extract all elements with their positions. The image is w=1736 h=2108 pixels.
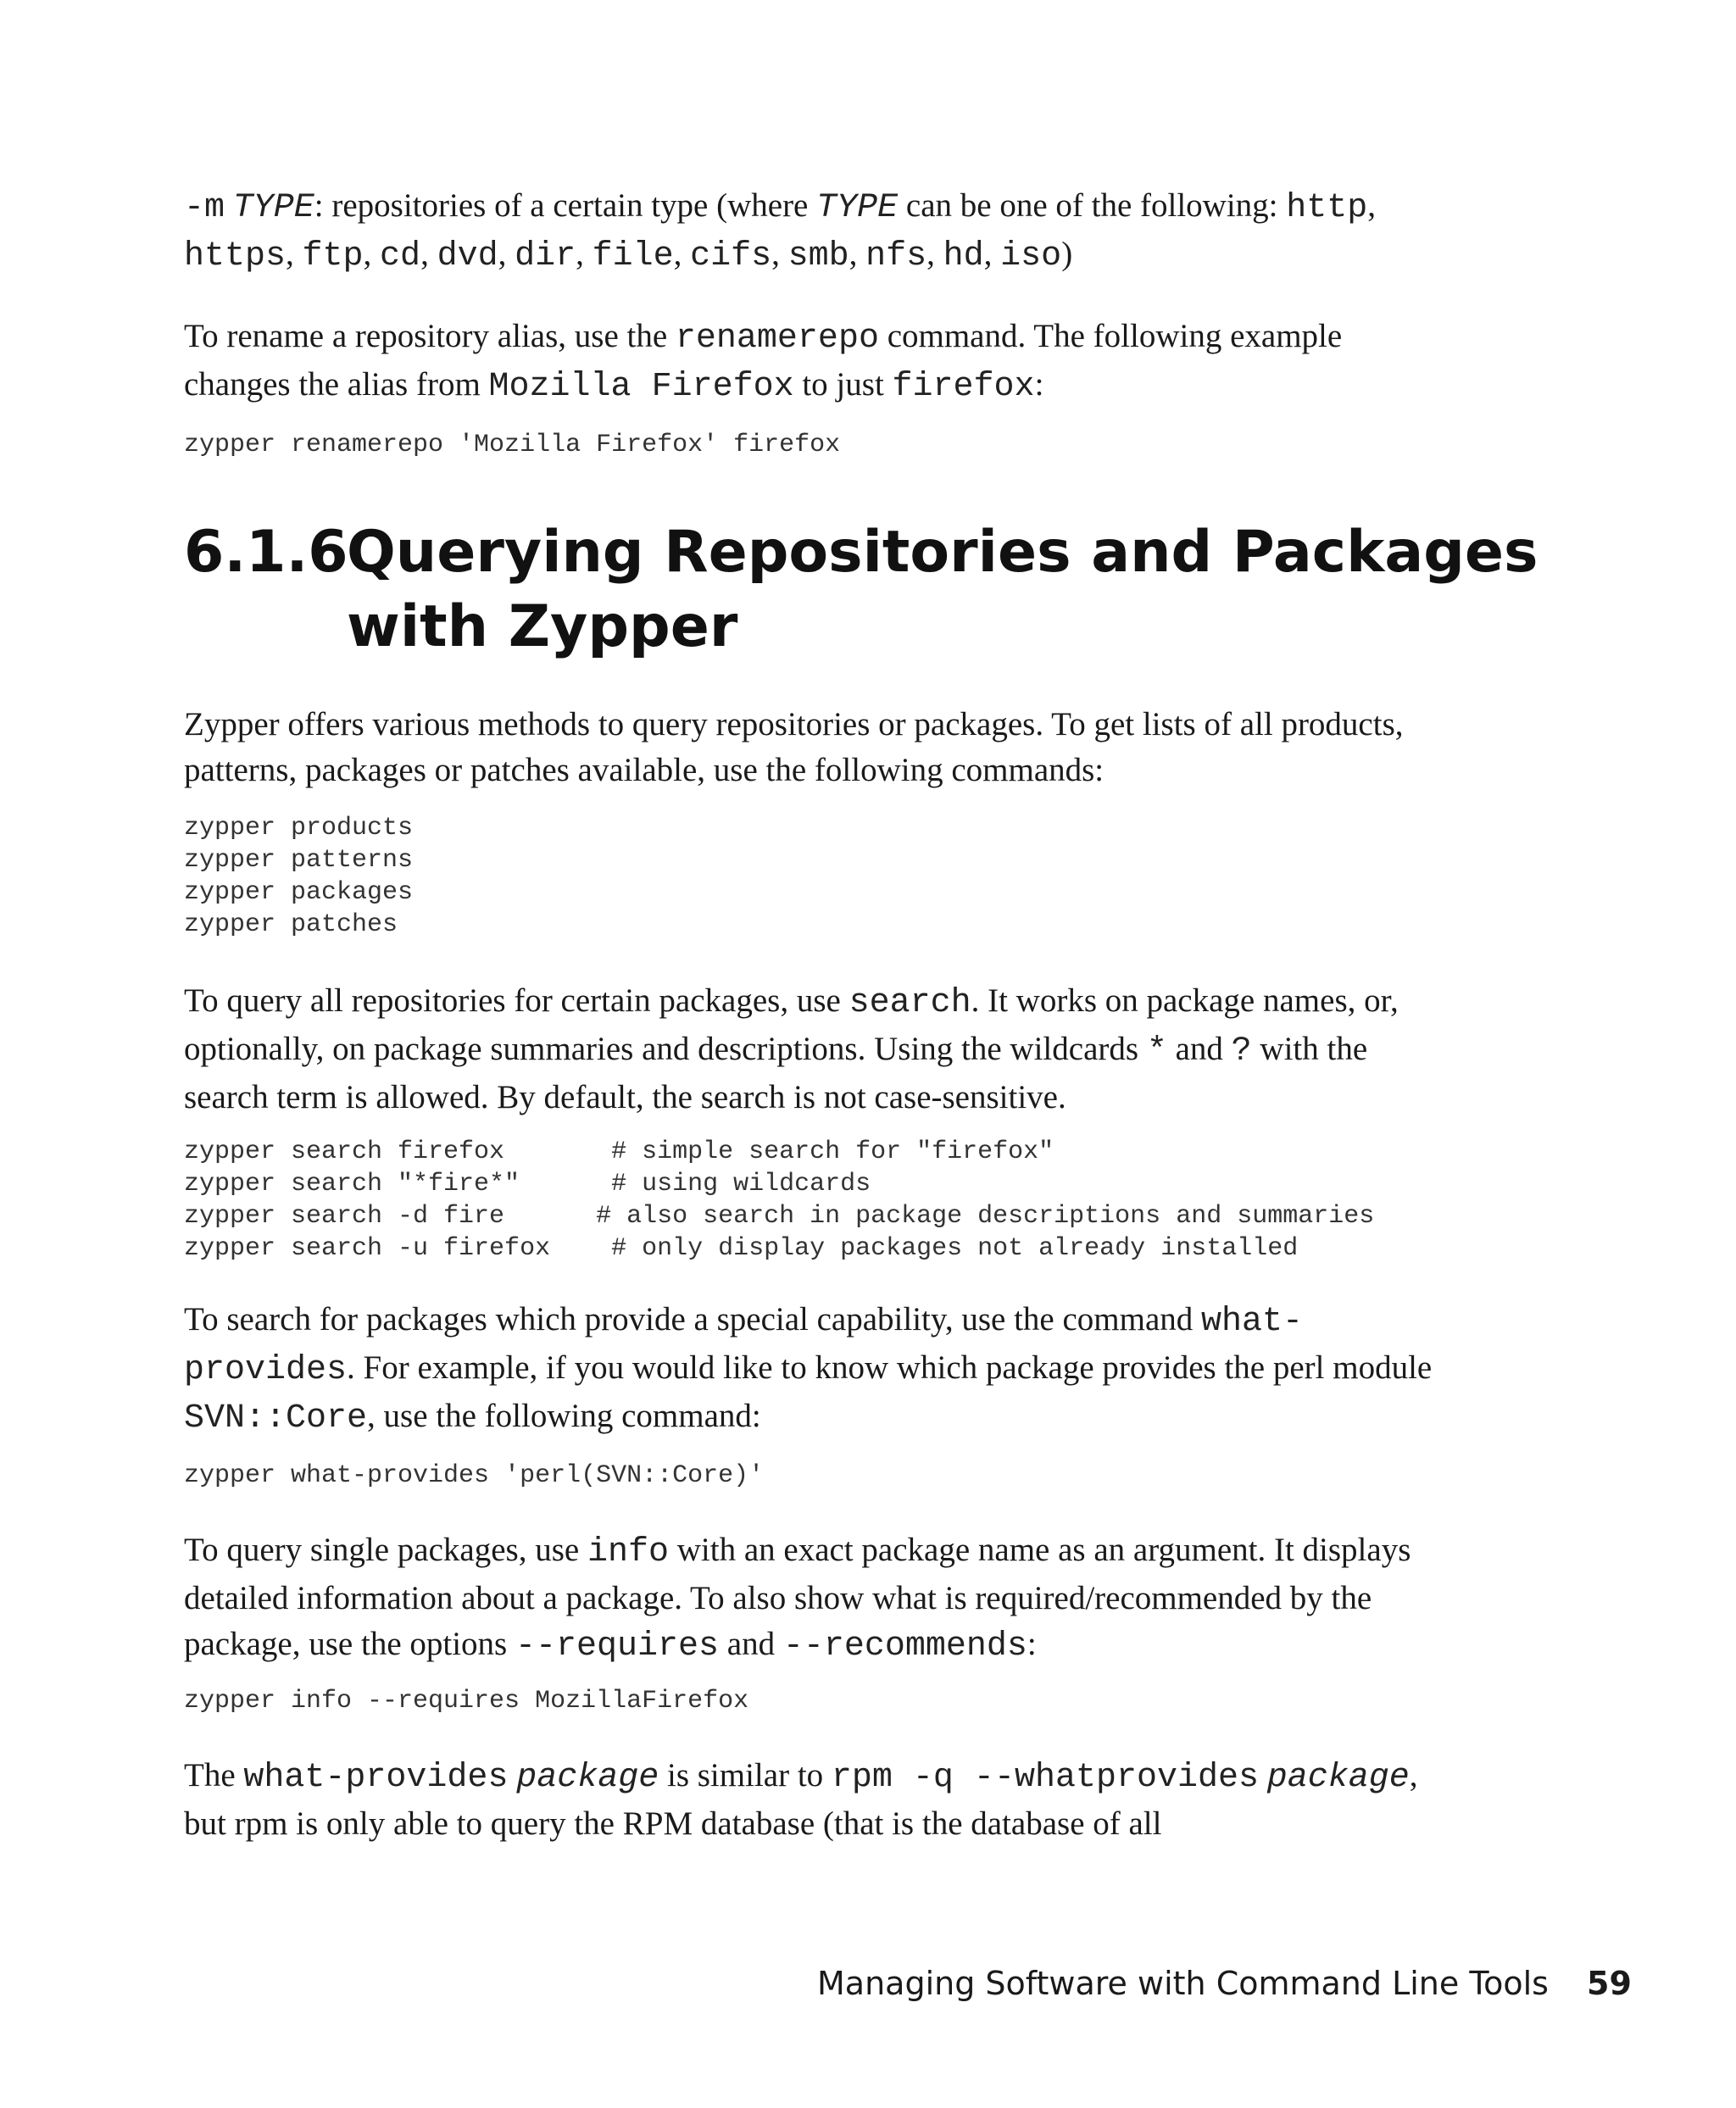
text: : (1027, 1626, 1037, 1662)
text: with an exact package name as an argument. It displays detailed information about a package. To also show what is required/recommended by the package, use the options (184, 1532, 1411, 1662)
paragraph-search (184, 978, 1438, 1121)
code-block-lists: zypper products zypper patterns zypper packages zypper patches (184, 814, 414, 939)
renamerepo-command: renamerepo (675, 320, 879, 358)
separator: , (771, 236, 788, 272)
rpm-command: rpm -q --whatprovides (831, 1759, 1259, 1797)
text: To query all repositories for certain packages, use (184, 982, 849, 1019)
type-6: file (592, 237, 674, 275)
type-1: https (184, 237, 287, 275)
package-placeholder: package (516, 1759, 659, 1797)
text: : (1034, 366, 1044, 403)
alias-from: Mozilla Firefox (488, 368, 794, 406)
type-3: cd (380, 237, 421, 275)
type-7: cifs (690, 237, 772, 275)
type-5: dir (515, 237, 576, 275)
text: to just (793, 366, 893, 403)
option-m: -m (184, 189, 225, 227)
wildcard-star: * (1146, 1032, 1167, 1071)
info-command: info (587, 1533, 669, 1571)
paragraph-repo-types (184, 183, 1438, 280)
package-placeholder: package (1266, 1759, 1410, 1797)
section-heading (184, 515, 1538, 665)
paragraph-rename (184, 314, 1438, 410)
type-9: nfs (865, 237, 927, 275)
page-number: 59 (1587, 1965, 1632, 2002)
wildcard-question: ? (1231, 1032, 1252, 1071)
recommends-option: --recommends (782, 1627, 1027, 1666)
section-title-line1: Querying Repositories and Packages (347, 519, 1538, 586)
paragraph-rpm (184, 1753, 1438, 1847)
section-number: 6.1.6 (184, 519, 348, 586)
paragraph-info (184, 1527, 1438, 1670)
text: To query single packages, use (184, 1532, 587, 1568)
text: To search for packages which provide a special capability, use the command (184, 1301, 1202, 1338)
type-4: dvd (437, 237, 498, 275)
separator: , (363, 236, 381, 272)
type-placeholder: TYPE (232, 189, 314, 227)
text: , use the following command: (367, 1398, 761, 1434)
type-2: ftp (302, 237, 364, 275)
separator: , (420, 236, 437, 272)
text: can be one of the following: (898, 187, 1287, 224)
separator: , (849, 236, 866, 272)
type-10: hd (943, 237, 984, 275)
text: command. The following example changes the alias from (184, 318, 1343, 403)
text: . For example, if you would like to know which package provides the perl module (347, 1349, 1433, 1386)
perl-module: SVN::Core (184, 1399, 368, 1438)
text: and (1166, 1031, 1232, 1067)
text: To rename a repository alias, use the (184, 318, 676, 354)
paragraph-provides (184, 1297, 1438, 1442)
what-provides-command: what-provides (243, 1759, 509, 1797)
separator: , (983, 236, 1001, 272)
type-11: iso (1000, 237, 1062, 275)
requires-option: --requires (515, 1627, 720, 1666)
section-title-line2: with Zypper (347, 593, 738, 660)
separator: , (1367, 187, 1377, 224)
separator: , (926, 236, 943, 272)
separator: , (286, 236, 303, 272)
text: with the search term is allowed. By default, the search is not case-sensitive. (184, 1031, 1368, 1115)
separator: , (498, 236, 515, 272)
text: ) (1061, 236, 1073, 272)
type-placeholder: TYPE (816, 189, 899, 227)
separator: , (576, 236, 593, 272)
text: The (184, 1757, 244, 1794)
type-8: smb (787, 237, 849, 275)
code-block-search: zypper search firefox # simple search for "firefox" zypper search "*fire*" # using wildcards zypper search -d fire # also search in package descriptions and summaries zypper search -u firefox # only display packages not already installed (184, 1137, 1375, 1263)
search-command: search (849, 984, 971, 1022)
text: and (719, 1626, 783, 1662)
separator: , (673, 236, 691, 272)
text: . It works on package names, or, optionally, on package summaries and descriptions. Using the wildcards (184, 982, 1399, 1067)
footer-chapter-title: Managing Software with Command Line Tools (817, 1965, 1549, 2002)
what-provides-command: what-provides (184, 1303, 1304, 1389)
text: : repositories of a certain type (where (314, 187, 817, 224)
text: , but rpm is only able to query the RPM database (that is the database of all (184, 1757, 1418, 1842)
code-block-info: zypper info --requires MozillaFirefox (184, 1687, 749, 1716)
alias-to: firefox (892, 368, 1035, 406)
code-block-rename: zypper renamerepo 'Mozilla Firefox' firefox (184, 431, 841, 459)
code-block-provides: zypper what-provides 'perl(SVN::Core)' (184, 1461, 765, 1490)
type-0: http (1286, 189, 1368, 227)
text: is similar to (659, 1757, 832, 1794)
paragraph-query: Zypper offers various methods to query repositories or packages. To get lists of all products, patterns, packages or patches available, use the following commands: (184, 706, 1404, 788)
